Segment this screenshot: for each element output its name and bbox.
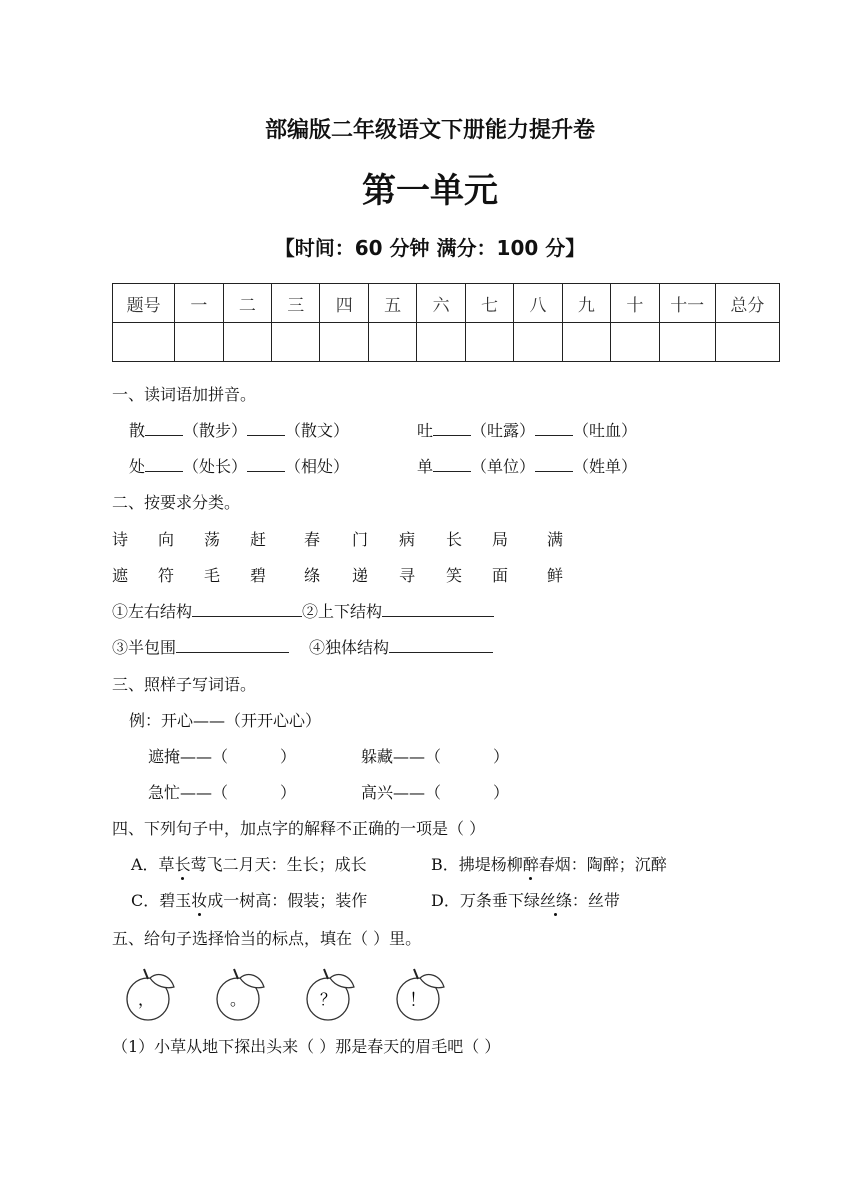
answer-blank[interactable] — [247, 419, 285, 436]
score-header-cell: 七 — [465, 284, 513, 323]
grid-char: 符 — [158, 566, 175, 585]
grid-char: 病 — [399, 530, 416, 549]
question-3-heading: 三、照样子写词语。 — [112, 675, 257, 694]
grid-char: 笑 — [446, 566, 463, 585]
answer-blank[interactable] — [228, 746, 280, 762]
word-hint: （单位） — [471, 457, 536, 476]
score-cell[interactable] — [562, 323, 610, 362]
score-cell[interactable] — [659, 323, 715, 362]
grid-char: 递 — [352, 566, 369, 585]
score-cell[interactable] — [417, 323, 465, 362]
answer-blank[interactable] — [247, 455, 285, 472]
word-item: 高兴——（ ） — [361, 783, 510, 802]
grid-char: 满 — [547, 530, 564, 549]
category-label: ④独体结构 — [309, 638, 390, 657]
question-5-heading: 五、给句子选择恰当的标点，填在（ ）里。 — [112, 929, 422, 948]
score-cell[interactable] — [611, 323, 659, 362]
time-score-info: 【时间：60 分钟 满分：100 分】 — [274, 236, 586, 260]
word-item: 急忙——（ ） — [148, 783, 297, 802]
score-header-cell: 题号 — [113, 284, 175, 323]
svg-text:，: ， — [137, 990, 155, 1009]
grid-char: 碧 — [250, 566, 267, 585]
score-cell[interactable] — [320, 323, 368, 362]
target-char: 单 — [417, 457, 434, 476]
grid-char: 诗 — [112, 530, 129, 549]
category-row — [112, 635, 493, 658]
grid-char: 面 — [492, 566, 509, 585]
score-cell[interactable] — [465, 323, 513, 362]
grid-char: 荡 — [204, 530, 221, 549]
answer-blank[interactable] — [192, 600, 302, 617]
grid-char: 长 — [446, 530, 463, 549]
answer-blank[interactable] — [433, 419, 471, 436]
score-header-cell: 十一 — [659, 284, 715, 323]
score-cell[interactable] — [113, 323, 175, 362]
score-cell[interactable] — [514, 323, 562, 362]
answer-blank[interactable] — [433, 455, 471, 472]
fruit-question-icon[interactable] — [302, 965, 362, 1025]
grid-char: 毛 — [204, 566, 221, 585]
svg-text:？: ？ — [319, 990, 337, 1009]
pinyin-row — [417, 454, 637, 477]
answer-blank[interactable] — [535, 455, 573, 472]
target-char: 处 — [129, 457, 146, 476]
answer-blank[interactable] — [441, 746, 493, 762]
target-char: 散 — [129, 421, 146, 440]
category-label: ①左右结构 — [112, 602, 193, 621]
answer-blank[interactable] — [441, 782, 493, 798]
sentence-1: （1）小草从地下探出头来（ ）那是春天的眉毛吧（ ） — [112, 1037, 501, 1056]
grid-char: 春 — [304, 530, 321, 549]
question-2-heading: 二、按要求分类。 — [112, 493, 241, 512]
score-table-header-row — [113, 284, 780, 323]
option-a[interactable]: A．草长莺飞二月天：生长；成长 — [131, 852, 367, 875]
svg-text:。: 。 — [229, 990, 247, 1009]
example-line: 例：开心——（开开心心） — [129, 711, 322, 730]
answer-blank[interactable] — [535, 419, 573, 436]
score-table — [112, 283, 780, 362]
grid-char: 向 — [158, 530, 175, 549]
score-cell[interactable] — [368, 323, 416, 362]
score-cell[interactable] — [223, 323, 271, 362]
score-table-blank-row — [113, 323, 780, 362]
dotted-char: 丝绦 — [540, 888, 572, 911]
category-label: ②上下结构 — [302, 602, 383, 621]
fruit-comma-icon[interactable] — [122, 965, 182, 1025]
score-header-cell: 总分 — [715, 284, 779, 323]
score-header-cell: 八 — [514, 284, 562, 323]
grid-char: 赶 — [250, 530, 267, 549]
grid-char: 绦 — [304, 566, 321, 585]
fruit-period-icon[interactable] — [212, 965, 272, 1025]
svg-text:！: ！ — [409, 990, 427, 1011]
pinyin-row — [129, 454, 349, 477]
grid-char: 门 — [352, 530, 369, 549]
category-row — [112, 599, 494, 622]
answer-blank[interactable] — [145, 419, 183, 436]
word-hint: （散文） — [285, 421, 350, 440]
question-4-heading: 四、下列句子中，加点字的解释不正确的一项是（ ） — [112, 819, 486, 838]
grid-char: 遮 — [112, 566, 129, 585]
word-hint: （姓单） — [573, 457, 638, 476]
dotted-char: 醉 — [523, 852, 539, 875]
dotted-char: 长 — [175, 852, 191, 875]
word-hint: （相处） — [285, 457, 350, 476]
answer-blank[interactable] — [228, 782, 280, 798]
answer-blank[interactable] — [382, 600, 494, 617]
question-1-heading: 一、读词语加拼音。 — [112, 385, 257, 404]
word-item: 遮掩——（ ） — [148, 747, 297, 766]
worksheet-title: 部编版二年级语文下册能力提升卷 — [264, 118, 595, 143]
score-header-cell: 三 — [272, 284, 320, 323]
word-hint: （吐血） — [573, 421, 638, 440]
word-hint: （处长） — [183, 457, 248, 476]
pinyin-row — [129, 418, 349, 441]
answer-blank[interactable] — [389, 636, 493, 653]
grid-char: 鲜 — [547, 566, 564, 585]
unit-title: 第一单元 — [362, 171, 498, 211]
score-header-cell: 一 — [175, 284, 223, 323]
answer-blank[interactable] — [145, 455, 183, 472]
score-header-cell: 四 — [320, 284, 368, 323]
score-cell[interactable] — [272, 323, 320, 362]
grid-char: 局 — [492, 530, 509, 549]
word-hint: （吐露） — [471, 421, 536, 440]
score-cell[interactable] — [715, 323, 779, 362]
category-label: ③半包围 — [112, 638, 177, 657]
target-char: 吐 — [417, 421, 434, 440]
option-c[interactable]: C．碧玉妆成一树高：假装；装作 — [131, 888, 367, 911]
option-d[interactable]: D．万条垂下绿丝绦：丝带 — [431, 888, 620, 911]
option-b[interactable]: B．拂堤杨柳醉春烟：陶醉；沉醉 — [431, 852, 667, 875]
dotted-char: 妆 — [191, 888, 207, 911]
grid-char: 寻 — [399, 566, 416, 585]
score-header-cell: 五 — [368, 284, 416, 323]
word-item: 躲藏——（ ） — [361, 747, 510, 766]
score-header-cell: 六 — [417, 284, 465, 323]
score-cell[interactable] — [175, 323, 223, 362]
word-hint: （散步） — [183, 421, 248, 440]
score-header-cell: 九 — [562, 284, 610, 323]
score-header-cell: 十 — [611, 284, 659, 323]
score-header-cell: 二 — [223, 284, 271, 323]
pinyin-row — [417, 418, 637, 441]
fruit-exclamation-icon[interactable] — [392, 965, 452, 1025]
answer-blank[interactable] — [176, 636, 289, 653]
